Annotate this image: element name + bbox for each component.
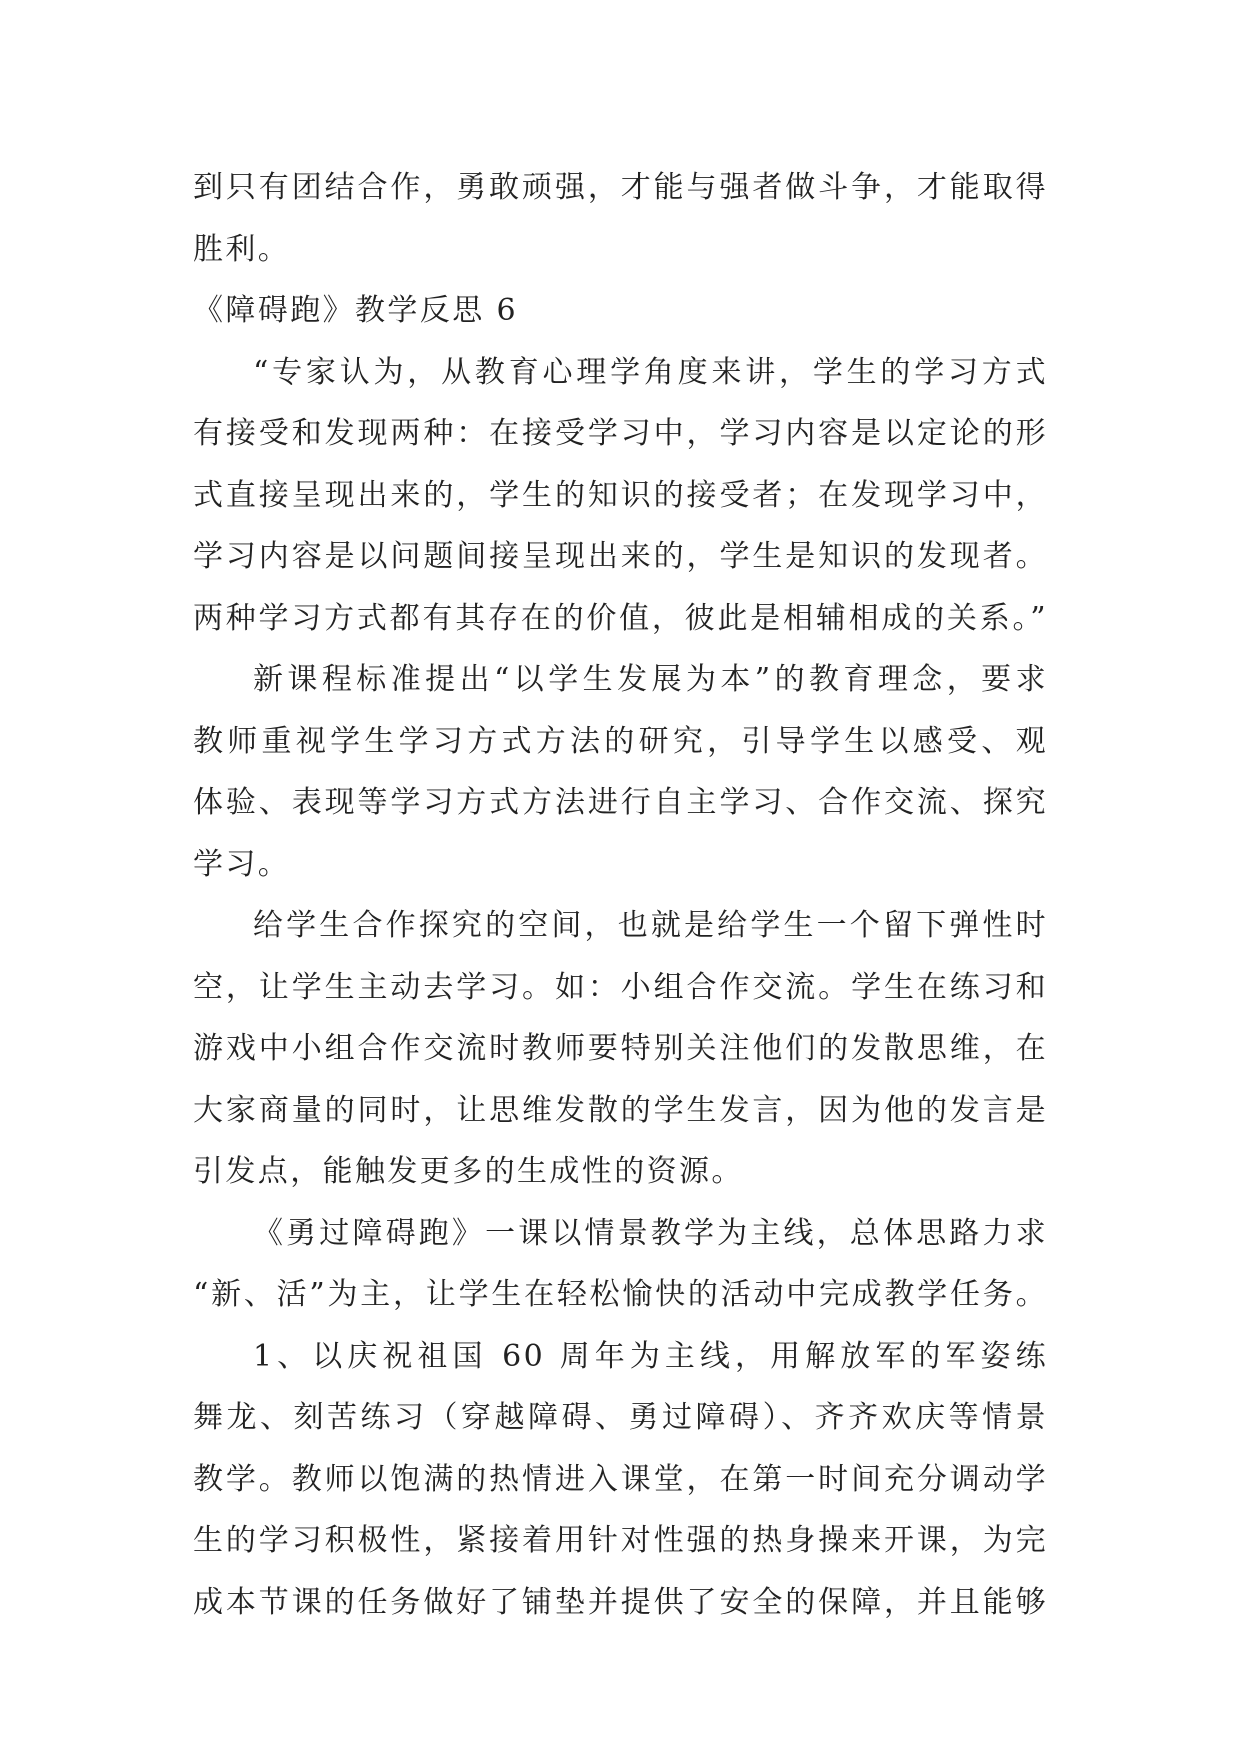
text-line: 到只有团结合作，勇敢顽强，才能与强者做斗争，才能取得 [193, 170, 1048, 205]
text-line: 《障碍跑》教学反思 6 [193, 293, 519, 328]
text-line: 有接受和发现两种：在接受学习中，学习内容是以定论的形 [193, 416, 1048, 451]
text-line: “专家认为，从教育心理学角度来讲，学生的学习方式 [253, 354, 1048, 390]
text-line: 空，让学生主动去学习。如：小组合作交流。学生在练习和 [193, 969, 1048, 1005]
text-line: 学习内容是以问题间接呈现出来的，学生是知识的发现者。 [193, 539, 1048, 574]
document-body [193, 157, 1048, 1633]
text-line: 胜利。 [193, 231, 291, 267]
text-line: 游戏中小组合作交流时教师要特别关注他们的发散思维，在 [193, 1031, 1048, 1066]
text-line: 两种学习方式都有其存在的价值，彼此是相辅相成的关系。” [193, 600, 1048, 636]
text-line: 生的学习积极性，紧接着用针对性强的热身操来开课，为完 [193, 1523, 1048, 1558]
text-line: 1、以庆祝祖国 60 周年为主线，用解放军的军姿练 [253, 1338, 1048, 1374]
text-line: 《勇过障碍跑》一课以情景教学为主线，总体思路力求 [253, 1215, 1048, 1251]
text-line: “新、活”为主，让学生在轻松愉快的活动中完成教学任务。 [193, 1277, 1048, 1312]
text-line: 学习。 [193, 846, 291, 882]
text-line: 体验、表现等学习方式方法进行自主学习、合作交流、探究 [193, 785, 1048, 820]
text-line: 舞龙、刻苦练习（穿越障碍、勇过障碍）、齐齐欢庆等情景 [193, 1400, 1048, 1435]
text-line: 给学生合作探究的空间，也就是给学生一个留下弹性时 [253, 908, 1048, 943]
text-line: 式直接呈现出来的，学生的知识的接受者；在发现学习中， [193, 477, 1048, 513]
text-line: 教师重视学生学习方式方法的研究，引导学生以感受、观 [193, 723, 1048, 759]
text-line: 新课程标准提出“以学生发展为本”的教育理念，要求 [253, 662, 1048, 697]
text-line: 大家商量的同时，让思维发散的学生发言，因为他的发言是 [193, 1092, 1048, 1128]
text-line: 成本节课的任务做好了铺垫并提供了安全的保障，并且能够 [193, 1584, 1048, 1620]
text-line: 教学。教师以饱满的热情进入课堂，在第一时间充分调动学 [193, 1461, 1048, 1497]
text-line: 引发点，能触发更多的生成性的资源。 [193, 1154, 744, 1189]
